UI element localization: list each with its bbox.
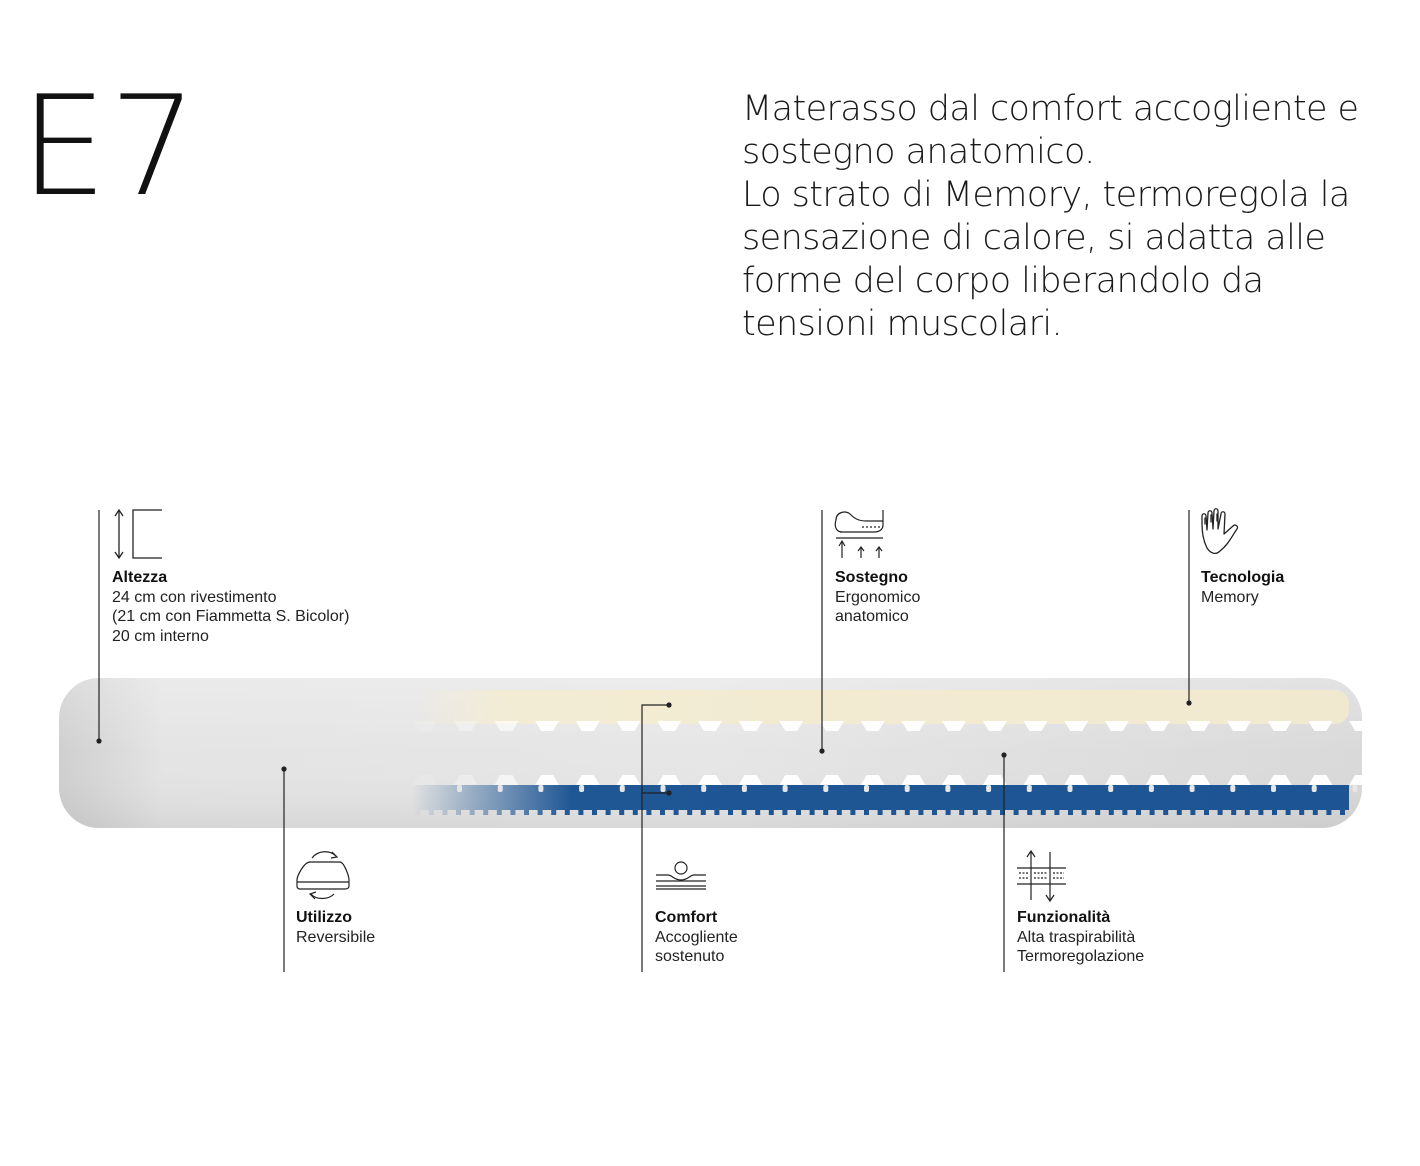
feature-line: Termoregolazione xyxy=(1017,948,1145,965)
support-notch xyxy=(1230,785,1235,792)
feature-line: 24 cm con rivestimento xyxy=(112,588,277,606)
feature-utilizzo xyxy=(296,908,375,947)
feature-title: Funzionalità xyxy=(1017,909,1111,926)
feature-title: Comfort xyxy=(655,909,718,926)
support-notch xyxy=(1271,785,1276,792)
support-notch xyxy=(742,785,747,792)
feature-title: Sostegno xyxy=(835,569,908,586)
feature-line: Reversibile xyxy=(296,928,376,946)
support-notch xyxy=(498,785,503,792)
feature-line: (21 cm con Fiammetta S. Bicolor) xyxy=(112,608,350,625)
support-notch xyxy=(823,785,828,792)
reversible-mattress-icon xyxy=(297,852,349,899)
airflow-icon xyxy=(1017,851,1066,901)
feature-line: Memory xyxy=(1201,588,1259,606)
support-notch xyxy=(945,785,950,792)
support-notch xyxy=(538,785,543,792)
feature-line: Ergonomico xyxy=(835,588,921,606)
support-notch xyxy=(1149,785,1154,792)
feature-line: anatomico xyxy=(835,608,909,625)
feature-title: Utilizzo xyxy=(296,909,352,926)
memory-layer xyxy=(415,690,1349,724)
support-notch xyxy=(457,785,462,792)
feature-funzionalita xyxy=(1017,908,1144,967)
feature-comfort xyxy=(655,908,738,967)
feature-title: Altezza xyxy=(112,569,168,586)
support-notch xyxy=(1190,785,1195,792)
feature-line: sostenuto xyxy=(655,948,725,965)
model-name: E7 xyxy=(20,66,199,227)
feature-title: Tecnologia xyxy=(1201,569,1285,586)
support-notch xyxy=(1312,785,1317,792)
support-notch xyxy=(620,785,625,792)
support-notch xyxy=(905,785,910,792)
feature-tecnologia xyxy=(1201,568,1284,607)
support-notch xyxy=(1068,785,1073,792)
feature-line: 20 cm interno xyxy=(112,627,209,645)
support-notch xyxy=(1108,785,1113,792)
support-notch xyxy=(864,785,869,792)
feature-line: Alta traspirabilità xyxy=(1017,928,1136,946)
body-support-icon xyxy=(835,510,883,558)
support-notch xyxy=(579,785,584,792)
description-line-1: Materasso dal comfort accogliente e sostegno anatomico. xyxy=(742,89,1359,172)
comfort-wave-icon xyxy=(656,862,706,889)
support-layer xyxy=(412,785,1349,815)
feature-sostegno xyxy=(835,568,920,627)
support-notch xyxy=(701,785,706,792)
description-line-2: Lo strato di Memory, termoregola la sensazione di calore, si adatta alle forme del corpo liberandolo da tensioni muscolari. xyxy=(742,175,1350,344)
hand-icon xyxy=(1202,509,1238,554)
feature-line: Accogliente xyxy=(655,928,738,946)
feature-altezza xyxy=(112,568,349,646)
support-notch xyxy=(783,785,788,792)
support-notch xyxy=(661,785,666,792)
support-notch xyxy=(986,785,991,792)
support-notch xyxy=(1352,785,1357,792)
height-icon xyxy=(115,510,162,558)
support-notch xyxy=(1027,785,1032,792)
